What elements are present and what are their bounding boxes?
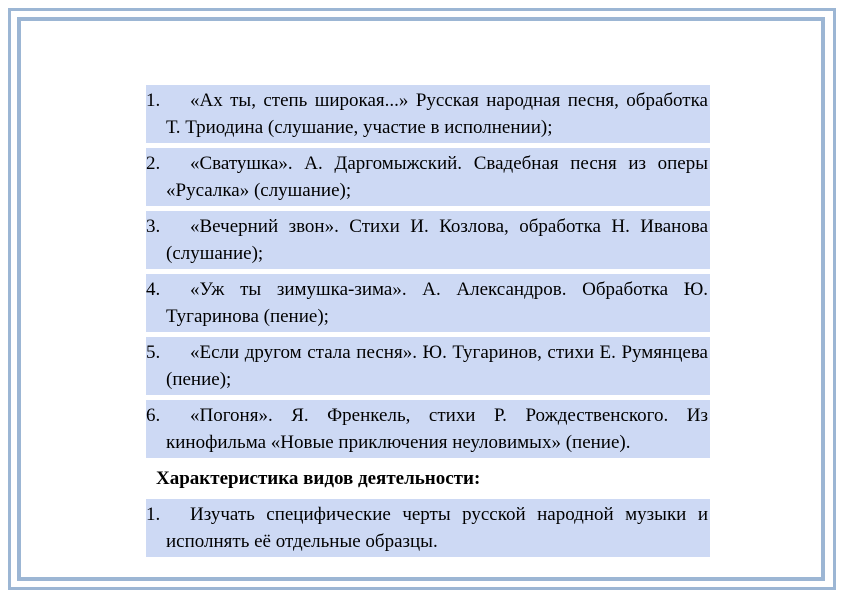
activity-item-number: 1. — [146, 504, 161, 525]
activity-item — [146, 499, 710, 557]
content-area — [146, 85, 710, 562]
list-item-number: 4. — [146, 279, 161, 300]
list-item — [146, 148, 710, 206]
list-item-number: 1. — [146, 90, 161, 111]
section-heading-wrap — [146, 463, 710, 494]
list-item — [146, 85, 710, 143]
section-heading: Характеристика видов деятельности: — [146, 463, 710, 494]
list-item-text: «Погоня». Я. Френкель, стихи Р. Рождественского. Из кинофильма «Новые приключения неуловимых» (пение). — [166, 405, 708, 453]
list-item-text: «Вечерний звон». Стихи И. Козлова, обработка Н. Иванова (слушание); — [166, 216, 708, 264]
list-item-number: 3. — [146, 216, 161, 237]
list-item-number: 6. — [146, 405, 161, 426]
activity-item-text: Изучать специфические черты русской народной музыки и исполнять её отдельные образцы. — [166, 504, 708, 552]
list-item-text: «Если другом стала песня». Ю. Тугаринов, стихи Е. Румянцева (пение); — [166, 342, 708, 390]
list-item-text: «Уж ты зимушка-зима». А. Александров. Обработка Ю. Тугаринова (пение); — [166, 279, 708, 327]
list-item-text: «Сватушка». А. Даргомыжский. Свадебная песня из оперы «Русалка» (слушание); — [166, 153, 708, 201]
list-item — [146, 337, 710, 395]
list-item-number: 2. — [146, 153, 161, 174]
list-item — [146, 400, 710, 458]
list-item-text: «Ах ты, степь широкая...» Русская народная песня, обработка Т. Триодина (слушание, участие в исполнении); — [166, 90, 708, 138]
list-item-number: 5. — [146, 342, 161, 363]
list-item — [146, 211, 710, 269]
list-item — [146, 274, 710, 332]
